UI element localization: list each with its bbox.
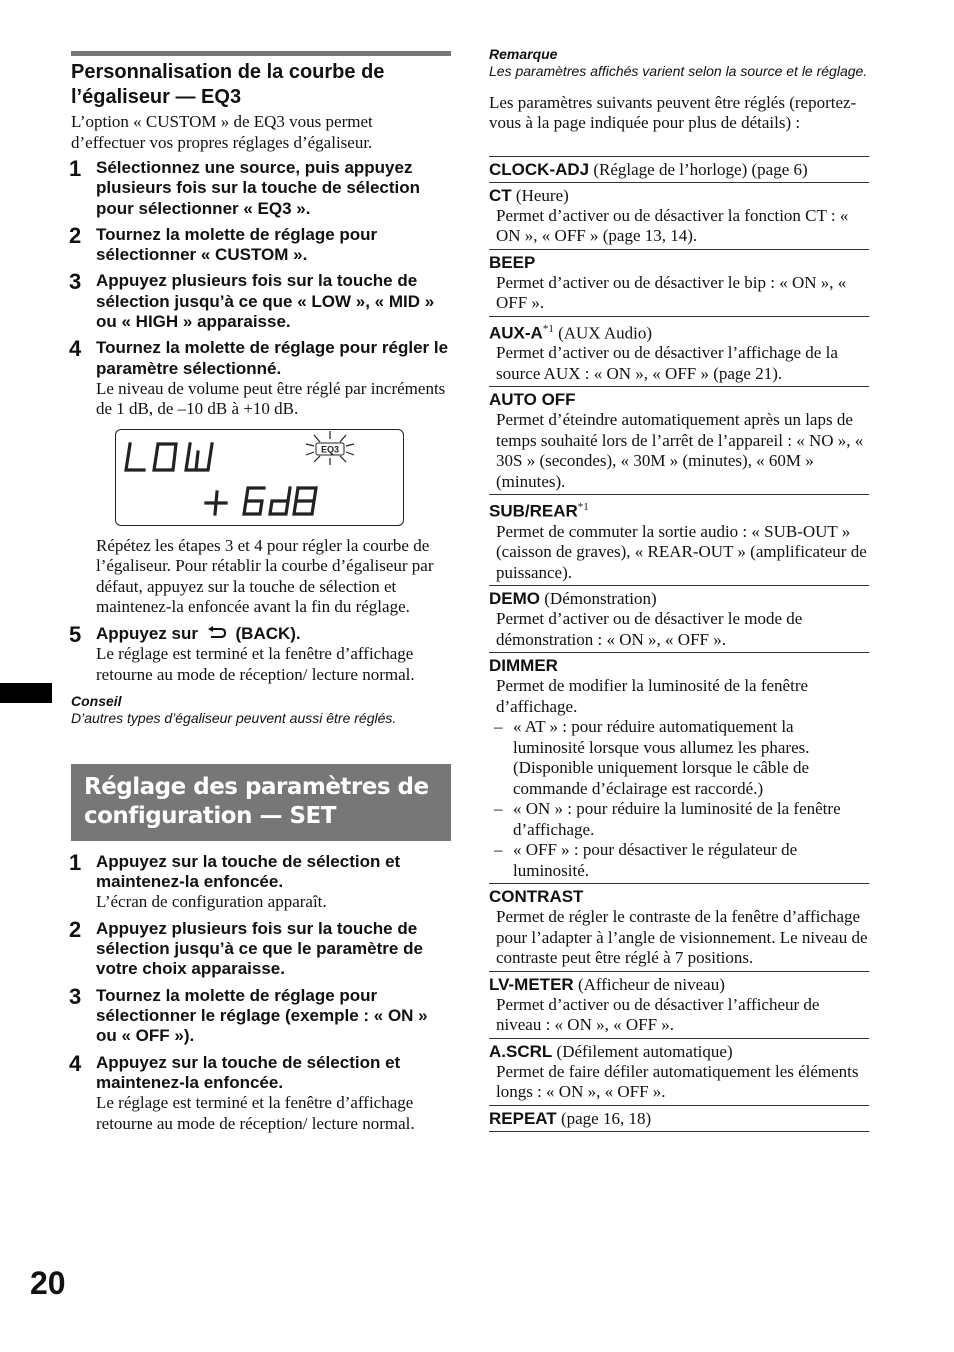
param-row (489, 250, 869, 317)
tip-text: D’autres types d’égaliseur peuvent aussi être réglés. (71, 710, 397, 727)
step-detail: Le niveau de volume peut être réglé par incréments de 1 dB, de –10 dB à +10 dB. (96, 378, 446, 419)
eq3-heading: Personnalisation de la courbe de l’égaliseur — EQ3 (71, 61, 385, 108)
step5-text-a: Appuyez sur (96, 623, 199, 643)
param-description: Permet d’activer ou de désactiver l’affichage de la source AUX : « ON », « OFF » (page 21). (496, 343, 838, 383)
param-term (489, 185, 869, 206)
param-description: Permet d’activer ou de désactiver le bip : « ON », « OFF ». (496, 272, 847, 312)
step-number: 2 (69, 222, 82, 248)
section-rule (71, 51, 451, 56)
param-term (489, 319, 869, 344)
param-row (489, 653, 869, 884)
eq3-step-3 (71, 271, 451, 332)
param-extra: (Défilement automatique) (552, 1041, 733, 1061)
param-extra: (Afficheur de niveau) (573, 974, 725, 994)
step-number: 1 (69, 849, 82, 875)
param-option (494, 799, 869, 840)
param-row (489, 387, 869, 495)
param-term (489, 1108, 869, 1129)
param-name: SUB/REAR (489, 501, 578, 521)
step-detail: Le réglage est terminé et la fenêtre d’affichage retourne au mode de réception/ lecture normal. (96, 644, 415, 684)
set-step-2 (69, 916, 451, 980)
step-number: 1 (69, 156, 82, 181)
param-description: Permet de faire défiler automatiquement les éléments longs : « ON », « OFF ». (496, 1061, 859, 1102)
tip-heading: Conseil (71, 693, 122, 710)
param-extra: (Démonstration) (540, 589, 657, 609)
set-section-banner: Réglage des paramètres de configuration — SET (71, 764, 451, 841)
param-description: Permet d’activer ou de désactiver la fonction CT : « ON », « OFF » (page 13, 14). (496, 205, 849, 245)
param-name: DEMO (489, 589, 540, 609)
param-term (489, 588, 869, 609)
set-step-4 (69, 1050, 451, 1135)
eq3-badge: EQ3 (320, 444, 340, 455)
set-steps (69, 849, 451, 1134)
step5-text-b: (BACK). (235, 623, 301, 643)
step-number: 4 (69, 336, 82, 362)
dash-bullet: – (494, 799, 503, 819)
eq3-steps (71, 158, 451, 420)
param-description: Permet de régler le contraste de la fenêtre d’affichage pour l’adapter à l’angle de visionnement. Le niveau de contraste peut être réglé à 7 positions. (496, 907, 868, 968)
param-option (494, 840, 869, 881)
param-name: BEEP (489, 252, 536, 272)
dash-bullet: – (494, 840, 503, 860)
step-detail: L’écran de configuration apparaît. (96, 892, 327, 912)
remark-heading: Remarque (489, 46, 558, 62)
param-name: LV-METER (489, 974, 574, 994)
step-number: 3 (69, 983, 82, 1009)
dash-bullet: – (494, 717, 503, 737)
step-text: Appuyez sur la touche de sélection et maintenez-la enfoncée. (96, 1052, 401, 1092)
step-text: Tournez la molette de réglage pour sélectionner le réglage (exemple : « ON » ou « OFF »). (96, 985, 428, 1046)
param-name: REPEAT (489, 1108, 557, 1128)
param-description: Permet de commuter la sortie audio : « SUB-OUT » (caisson de graves), « REAR-OUT » (amplificateur de puissance). (496, 521, 867, 582)
step-text: Tournez la molette de réglage pour sélectionner « CUSTOM ». (96, 224, 378, 265)
param-description: Permet d’activer ou de désactiver l’afficheur de niveau : « ON », « OFF ». (496, 994, 820, 1035)
param-option (494, 717, 869, 799)
param-row (489, 495, 869, 586)
step-number: 4 (69, 1050, 82, 1076)
step-text: Appuyez plusieurs fois sur la touche de sélection jusqu’à ce que « LOW », « MID » ou « HIGH » apparaisse. (96, 271, 435, 332)
param-name: CLOCK-ADJ (489, 159, 590, 179)
param-term (489, 886, 869, 907)
step-number: 5 (69, 621, 82, 647)
param-row (489, 157, 869, 183)
param-term (489, 1041, 869, 1062)
right-column (489, 46, 869, 1132)
param-name: DIMMER (489, 656, 558, 676)
set-step-1 (69, 849, 451, 913)
param-term (489, 159, 869, 180)
step-text: Appuyez plusieurs fois sur la touche de sélection jusqu’à ce que le paramètre de votre choix apparaisse. (96, 918, 423, 979)
lcd-display (115, 429, 404, 526)
after-display-text: Répétez les étapes 3 et 4 pour régler la courbe de l’égaliseur. Pour rétablir la courbe d’égaliseur par défaut, appuyez sur la touche de sélection et maintenez-la enfoncée avant la fin du réglage. (96, 535, 434, 617)
param-extra: (page 16, 18) (556, 1108, 652, 1128)
param-term (489, 252, 869, 273)
step-text: Sélectionnez une source, puis appuyez plusieurs fois sur la touche de sélection pour sélectionner « EQ3 ». (96, 158, 421, 218)
param-name: AUX-A (489, 323, 543, 343)
param-row (489, 884, 869, 972)
option-text: « AT » : pour réduire automatiquement la luminosité lorsque vous allumez les phares. (Disponible uniquement lorsque le câble de commande d’éclairage est raccordé.) (513, 717, 810, 798)
back-icon (207, 626, 227, 640)
set-step-3 (69, 983, 451, 1047)
param-description: Permet de modifier la luminosité de la fenêtre d’affichage. (496, 676, 809, 716)
param-extra: (Heure) (511, 185, 569, 205)
step-detail: Le réglage est terminé et la fenêtre d’affichage retourne au mode de réception/ lecture normal. (96, 1093, 415, 1133)
param-term (489, 974, 869, 995)
option-text: « ON » : pour réduire la luminosité de la fenêtre d’affichage. (513, 799, 841, 839)
param-row (489, 1106, 869, 1132)
footnote-marker: *1 (542, 322, 554, 335)
step-number: 2 (69, 916, 82, 942)
eq3-step-2 (69, 222, 451, 266)
param-name: CT (489, 185, 512, 205)
chapter-tab-marker (0, 683, 52, 703)
lcd-segments (116, 430, 403, 525)
params-intro: Les paramètres suivants peuvent être réglés (reportez-vous à la page indiquée pour plus de détails) : (489, 92, 857, 132)
step-text: Appuyez sur la touche de sélection et maintenez-la enfoncée. (96, 851, 401, 892)
param-row (489, 183, 869, 250)
step-text: Tournez la molette de réglage pour régler le paramètre sélectionné. (96, 338, 449, 378)
param-row (489, 1039, 869, 1106)
param-row (489, 586, 869, 653)
param-name: A.SCRL (489, 1041, 553, 1061)
param-description: Permet d’éteindre automatiquement après un laps de temps souhaité lors de l’arrêt de l’appareil : « NO », « 30S » (secondes), « 30M » (minutes), « 60M » (minutes). (496, 410, 864, 491)
param-term (489, 655, 869, 676)
param-row (489, 317, 869, 388)
param-description: Permet d’activer ou de désactiver le mode de démonstration : « ON », « OFF ». (496, 609, 803, 649)
option-text: « OFF » : pour désactiver le régulateur de luminosité. (513, 840, 798, 880)
left-column (71, 51, 451, 1134)
param-name: AUTO OFF (489, 390, 576, 410)
param-term (489, 389, 869, 410)
param-name: CONTRAST (489, 887, 584, 907)
eq3-intro: L’option « CUSTOM » de EQ3 vous permet d’effectuer vos propres réglages d’égaliseur. (71, 112, 373, 152)
footnote-marker: *1 (577, 501, 589, 514)
eq3-step-4 (71, 338, 451, 420)
param-row (489, 972, 869, 1039)
param-extra: (Réglage de l’horloge) (page 6) (589, 159, 808, 179)
param-term (489, 497, 869, 522)
step-number: 3 (69, 269, 82, 295)
param-extra: (AUX Audio) (553, 323, 653, 343)
parameters-table (489, 156, 869, 1132)
eq3-step-1 (71, 158, 451, 219)
eq3-step-5 (69, 621, 451, 685)
page-number: 20 (30, 1265, 66, 1301)
remark-text: Les paramètres affichés varient selon la source et le réglage. (489, 63, 868, 79)
